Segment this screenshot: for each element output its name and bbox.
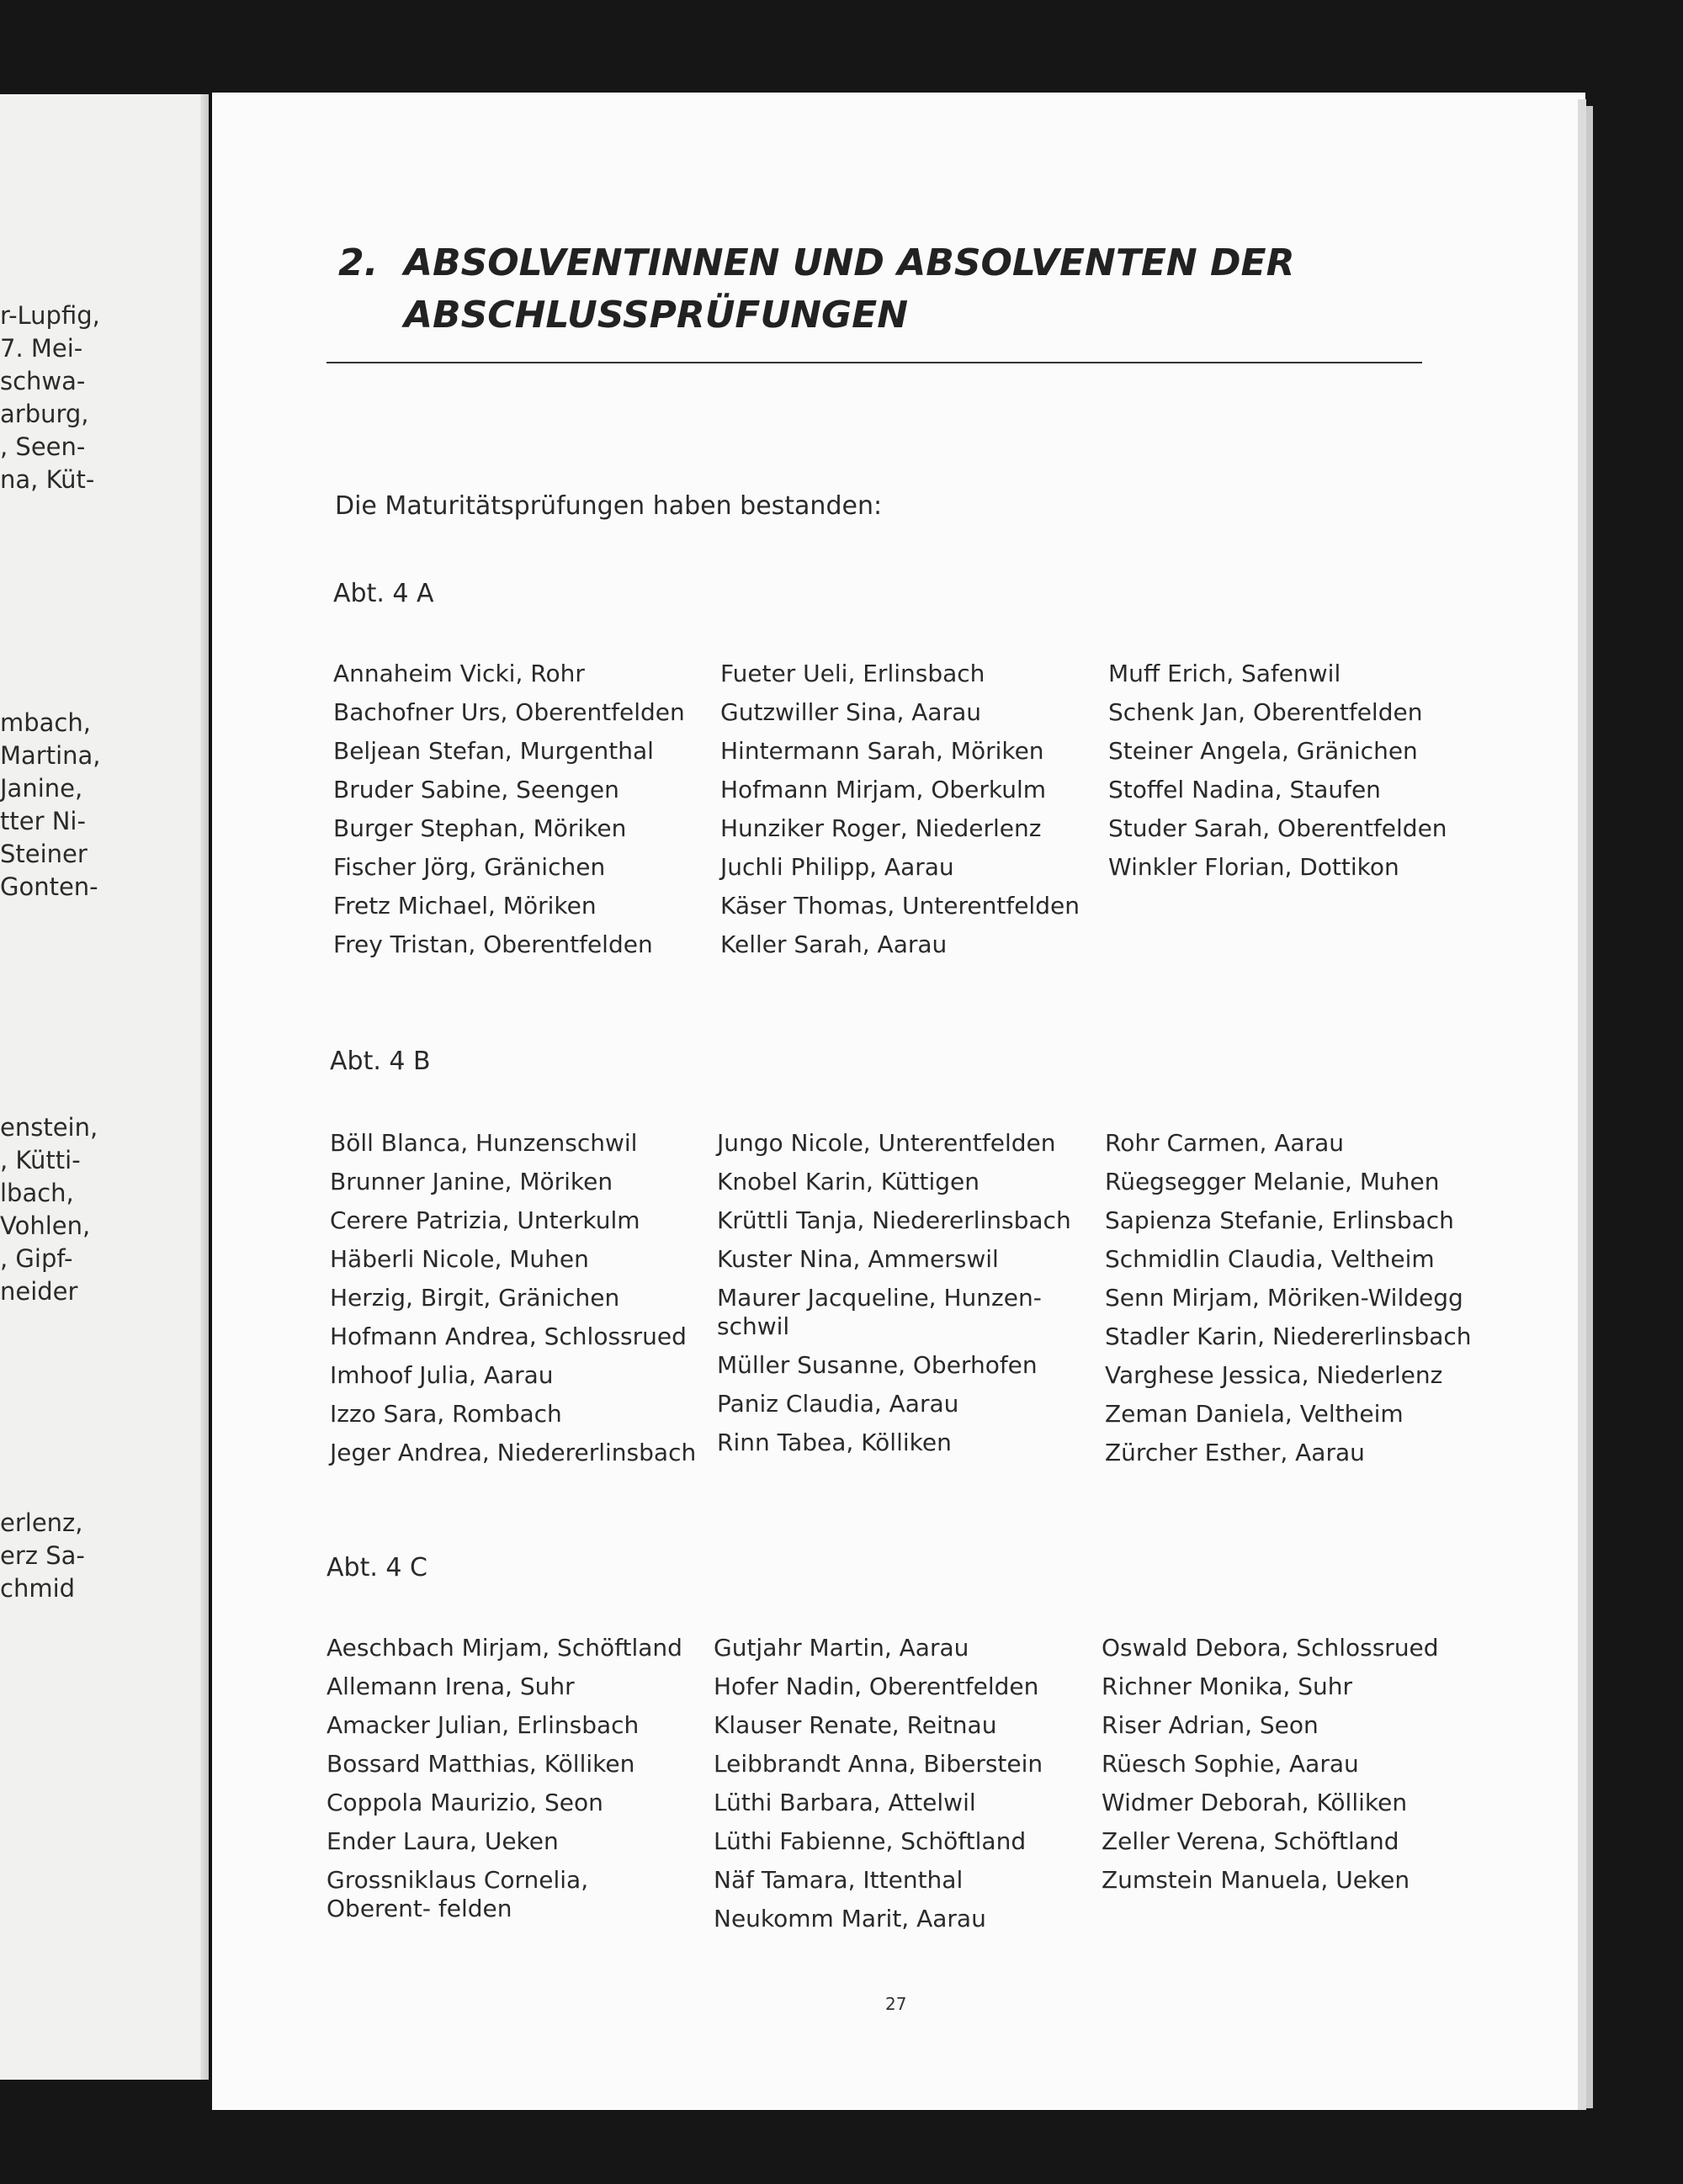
graduate-entry: Allemann Irena, Suhr [327,1672,575,1700]
graduate-entry: Lüthi Barbara, Attelwil [714,1789,976,1816]
graduate-entry: Steiner Angela, Gränichen [1108,737,1418,765]
graduate-entry: Annaheim Vicki, Rohr [333,660,585,687]
graduate-entry: Ender Laura, Ueken [327,1827,559,1855]
graduate-entry: Böll Blanca, Hunzenschwil [330,1129,638,1157]
graduate-entry: Maurer Jacqueline, Hunzen- schwil [717,1284,1042,1340]
left-page-line: arburg, [0,400,89,428]
name-column [327,1634,697,1933]
heading-rule [327,362,1422,363]
graduate-entry: Rüesch Sophie, Aarau [1102,1750,1359,1778]
section-title: Abt. 4 A [333,579,434,608]
left-page-line: , Gipf- [0,1244,73,1273]
left-page-line: 7. Mei- [0,334,83,363]
graduate-entry: Bachofner Urs, Oberentfelden [333,698,685,726]
left-page-line: erlenz, [0,1508,83,1537]
graduate-entry: Zürcher Esther, Aarau [1105,1439,1365,1466]
left-page-line: , Seen- [0,432,86,461]
chapter-heading [338,237,1295,342]
graduate-entry: Juchli Philipp, Aarau [720,853,954,881]
graduate-entry: Jeger Andrea, Niedererlinsbach [330,1439,697,1466]
graduate-entry: Studer Sarah, Oberentfelden [1108,814,1447,842]
gutter [200,94,212,2080]
graduate-entry: Beljean Stefan, Murgenthal [333,737,654,765]
graduate-entry: Schmidlin Claudia, Veltheim [1105,1245,1435,1273]
left-page-line: mbach, [0,708,91,737]
name-column [714,1634,1084,1943]
graduate-entry: Hofmann Andrea, Schlossrued [330,1323,687,1350]
graduate-entry: Rüegsegger Melanie, Muhen [1105,1168,1440,1195]
graduate-entry: Hofer Nadin, Oberentfelden [714,1672,1039,1700]
graduate-entry: Häberli Nicole, Muhen [330,1245,589,1273]
graduate-entry: Fueter Ueli, Erlinsbach [720,660,985,687]
left-page-line: Martina, [0,741,101,770]
graduate-entry: Schenk Jan, Oberentfelden [1108,698,1423,726]
graduate-entry: Klauser Renate, Reitnau [714,1711,997,1739]
graduate-entry: Herzig, Birgit, Gränichen [330,1284,620,1312]
graduate-entry: Bossard Matthias, Kölliken [327,1750,635,1778]
graduate-entry: Lüthi Fabienne, Schöftland [714,1827,1027,1855]
graduate-entry: Näf Tamara, Ittenthal [714,1866,964,1894]
left-page-line: chmid [0,1574,76,1603]
name-column [1108,660,1479,892]
page-edge [1578,99,1586,2110]
name-column [717,1129,1087,1467]
graduate-entry: Varghese Jessica, Niederlenz [1105,1361,1443,1389]
graduate-entry: Müller Susanne, Oberhofen [717,1351,1038,1379]
graduate-entry: Cerere Patrizia, Unterkulm [330,1206,640,1234]
graduate-entry: Zeller Verena, Schöftland [1102,1827,1399,1855]
graduate-entry: Gutzwiller Sina, Aarau [720,698,981,726]
chapter-number: 2. [338,241,379,284]
graduate-entry: Oswald Debora, Schlossrued [1102,1634,1439,1662]
graduate-entry: Zeman Daniela, Veltheim [1105,1400,1404,1428]
graduate-entry: Muff Erich, Safenwil [1108,660,1341,687]
graduate-entry: Paniz Claudia, Aarau [717,1390,959,1418]
heading-line-2: ABSCHLUSSPRÜFUNGEN [404,294,909,337]
graduate-entry: Leibbrandt Anna, Biberstein [714,1750,1043,1778]
left-page-line: na, Küt- [0,465,95,494]
graduate-entry: Krüttli Tanja, Niedererlinsbach [717,1206,1071,1234]
graduate-entry: Fischer Jörg, Gränichen [333,853,606,881]
name-column [333,660,703,969]
graduate-entry: Winkler Florian, Dottikon [1108,853,1399,881]
page-number: 27 [885,1994,907,2014]
graduate-entry: Stoffel Nadina, Staufen [1108,776,1381,803]
left-page-line: tter Ni- [0,807,86,835]
graduate-entry: Zumstein Manuela, Ueken [1102,1866,1410,1894]
left-page-line: Janine, [0,774,83,803]
graduate-entry: Stadler Karin, Niedererlinsbach [1105,1323,1472,1350]
name-column [1105,1129,1475,1477]
left-page-line: enstein, [0,1113,98,1142]
left-page-line: r-Lupfig, [0,301,100,330]
graduate-entry: Jungo Nicole, Unterentfelden [717,1129,1056,1157]
graduate-entry: Widmer Deborah, Kölliken [1102,1789,1408,1816]
left-page-line: lbach, [0,1179,74,1207]
left-page-line: Vohlen, [0,1211,91,1240]
graduate-entry: Keller Sarah, Aarau [720,930,948,958]
graduate-entry: Aeschbach Mirjam, Schöftland [327,1634,682,1662]
graduate-entry: Knobel Karin, Küttigen [717,1168,980,1195]
graduate-entry: Bruder Sabine, Seengen [333,776,619,803]
graduate-entry: Neukomm Marit, Aarau [714,1905,986,1932]
graduate-entry: Izzo Sara, Rombach [330,1400,562,1428]
section-title: Abt. 4 B [330,1047,431,1076]
graduate-entry: Frey Tristan, Oberentfelden [333,930,653,958]
graduate-entry: Burger Stephan, Möriken [333,814,627,842]
intro-text: Die Maturitätsprüfungen haben bestanden: [335,491,883,521]
left-page-line: schwa- [0,367,86,395]
name-column [720,660,1091,969]
graduate-entry: Hunziker Roger, Niederlenz [720,814,1042,842]
left-page [0,94,209,2080]
left-page-line: , Kütti- [0,1146,81,1174]
name-column [330,1129,700,1477]
graduate-entry: Fretz Michael, Möriken [333,892,597,920]
left-page-line: erz Sa- [0,1541,85,1570]
graduate-entry: Amacker Julian, Erlinsbach [327,1711,640,1739]
name-column [1102,1634,1472,1905]
left-page-line: Gonten- [0,872,98,901]
section-title: Abt. 4 C [327,1553,427,1582]
graduate-entry: Rinn Tabea, Kölliken [717,1429,952,1456]
graduate-entry: Kuster Nina, Ammerswil [717,1245,999,1273]
graduate-entry: Imhoof Julia, Aarau [330,1361,554,1389]
left-page-line: Steiner [0,840,88,868]
graduate-entry: Rohr Carmen, Aarau [1105,1129,1344,1157]
graduate-entry: Käser Thomas, Unterentfelden [720,892,1080,920]
graduate-entry: Hofmann Mirjam, Oberkulm [720,776,1047,803]
graduate-entry: Brunner Janine, Möriken [330,1168,613,1195]
graduate-entry: Grossniklaus Cornelia, Oberent- felden [327,1866,589,1922]
graduate-entry: Gutjahr Martin, Aarau [714,1634,969,1662]
left-page-line: neider [0,1277,78,1306]
graduate-entry: Riser Adrian, Seon [1102,1711,1319,1739]
graduate-entry: Senn Mirjam, Möriken-Wildegg [1105,1284,1463,1312]
heading-line-1: ABSOLVENTINNEN UND ABSOLVENTEN DER [404,241,1295,284]
graduate-entry: Sapienza Stefanie, Erlinsbach [1105,1206,1454,1234]
page-edge-shadow [1586,106,1593,2108]
graduate-entry: Coppola Maurizio, Seon [327,1789,603,1816]
graduate-entry: Hintermann Sarah, Möriken [720,737,1044,765]
graduate-entry: Richner Monika, Suhr [1102,1672,1353,1700]
